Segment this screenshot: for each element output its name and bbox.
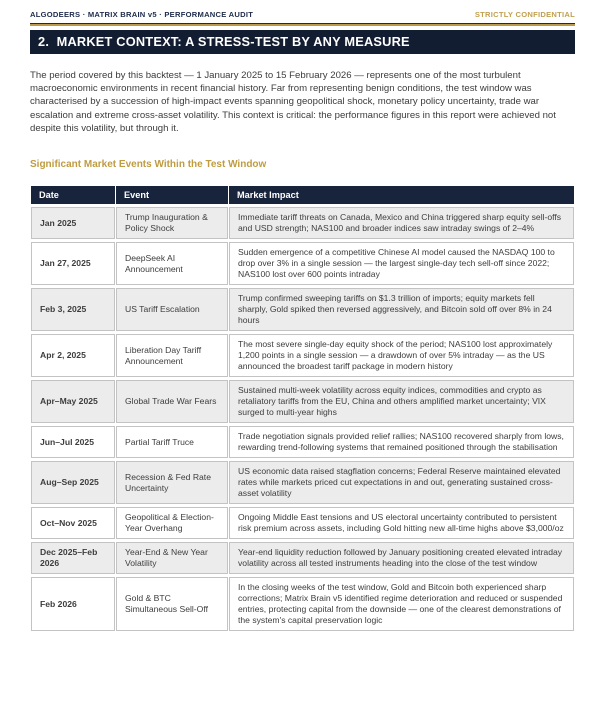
- event-impact: Sudden emergence of a competitive Chinese AI model caused the NASDAQ 100 to drop over 3% in a single session — the largest single-day tech sell-off since 2022; NAS100 lost over 600 points intraday: [229, 242, 574, 285]
- table-row: [31, 334, 574, 377]
- event-name: Gold & BTC Simultaneous Sell-Off: [116, 577, 228, 631]
- event-name: Year-End & New Year Volatility: [116, 542, 228, 574]
- table-row: [31, 207, 574, 239]
- event-impact: US economic data raised stagflation concerns; Federal Reserve maintained elevated rates while markets priced cut expectations in and out, generating sustained cross-asset volatility: [229, 461, 574, 504]
- event-date: Jan 2025: [31, 207, 115, 239]
- table-row: [31, 461, 574, 504]
- header-row: [31, 186, 574, 204]
- event-impact: Trump confirmed sweeping tariffs on $1.3 trillion of imports; equity markets fell sharply, Gold spiked then reversed aggressively, and Bitcoin sold off over 8% in 24 hours: [229, 288, 574, 331]
- event-impact: The most severe single-day equity shock of the period; NAS100 lost approximately 1,200 points in a single session — a drawdown of over 5% intraday — as the US announced the broadest tariff package in modern history: [229, 334, 574, 377]
- header-rule: [30, 23, 575, 26]
- event-impact: Ongoing Middle East tensions and US electoral uncertainty contributed to persistent risk premium across assets, including Gold hitting new all-time highs above $3,000/oz: [229, 507, 574, 539]
- table-row: [31, 542, 574, 574]
- table-row: [31, 380, 574, 423]
- event-date: Oct–Nov 2025: [31, 507, 115, 539]
- event-date: Apr 2, 2025: [31, 334, 115, 377]
- column-header-event: Event: [116, 186, 228, 204]
- events-table-heading: Significant Market Events Within the Test Window: [30, 159, 267, 171]
- event-name: Geopolitical & Election-Year Overhang: [116, 507, 228, 539]
- events-table: [30, 183, 575, 634]
- event-name: Recession & Fed Rate Uncertainty: [116, 461, 228, 504]
- event-date: Apr–May 2025: [31, 380, 115, 423]
- column-header-date: Date: [31, 186, 115, 204]
- confidential-label: STRICTLY CONFIDENTIAL: [474, 10, 575, 19]
- table-row: [31, 577, 574, 631]
- event-impact: Trade negotiation signals provided relief rallies; NAS100 recovered sharply from lows, rewarding trend-following systems that remained positioned through the stabilisation: [229, 426, 574, 458]
- event-impact: Year-end liquidity reduction followed by January positioning created elevated intraday volatility across all tested instruments heading into the close of the test window: [229, 542, 574, 574]
- event-name: Liberation Day Tariff Announcement: [116, 334, 228, 377]
- event-impact: Sustained multi-week volatility across equity indices, commodities and crypto as retaliatory tariffs from the EU, China and others amplified market uncertainty; VIX surged to multi-year highs: [229, 380, 574, 423]
- events-table-body: [31, 207, 574, 631]
- table-row: [31, 507, 574, 539]
- column-header-impact: Market Impact: [229, 186, 574, 204]
- event-date: Jan 27, 2025: [31, 242, 115, 285]
- event-date: Feb 3, 2025: [31, 288, 115, 331]
- event-impact: In the closing weeks of the test window, Gold and Bitcoin both experienced sharp corrections; Matrix Brain v5 identified regime deterioration and reduced or suspended entries, protecting capital from the downside — one of the clearest demonstrations of the system's capital preservation logic: [229, 577, 574, 631]
- running-header: [30, 10, 575, 23]
- event-impact: Immediate tariff threats on Canada, Mexico and China triggered sharp equity sell-offs and USD strength; NAS100 and broader indices saw intraday swings of 2–4%: [229, 207, 574, 239]
- event-date: Jun–Jul 2025: [31, 426, 115, 458]
- event-name: Global Trade War Fears: [116, 380, 228, 423]
- events-table-header: [31, 186, 574, 204]
- table-row: [31, 288, 574, 331]
- event-date: Feb 2026: [31, 577, 115, 631]
- event-name: Partial Tariff Truce: [116, 426, 228, 458]
- table-row: [31, 426, 574, 458]
- event-name: DeepSeek AI Announcement: [116, 242, 228, 285]
- running-header-left: ALGODEERS · MATRIX BRAIN v5 · PERFORMANCE AUDIT: [30, 10, 254, 19]
- event-date: Aug–Sep 2025: [31, 461, 115, 504]
- table-row: [31, 242, 574, 285]
- event-name: Trump Inauguration & Policy Shock: [116, 207, 228, 239]
- section-title: 2. MARKET CONTEXT: A STRESS-TEST BY ANY MEASURE: [30, 30, 575, 54]
- event-name: US Tariff Escalation: [116, 288, 228, 331]
- event-date: Dec 2025–Feb 2026: [31, 542, 115, 574]
- intro-paragraph: The period covered by this backtest — 1 January 2025 to 15 February 2026 — represents one of the most turbulent macroeconomic environments in recent financial history. Far from representing benign conditions, the test window was characterised by a succession of high-impact events spanning geopolitical shock, monetary policy uncertainty, trade war escalation and extreme cross-asset volatility. This context is critical: the performance figures in this report were achieved not despite this volatility, but through it.: [30, 70, 556, 134]
